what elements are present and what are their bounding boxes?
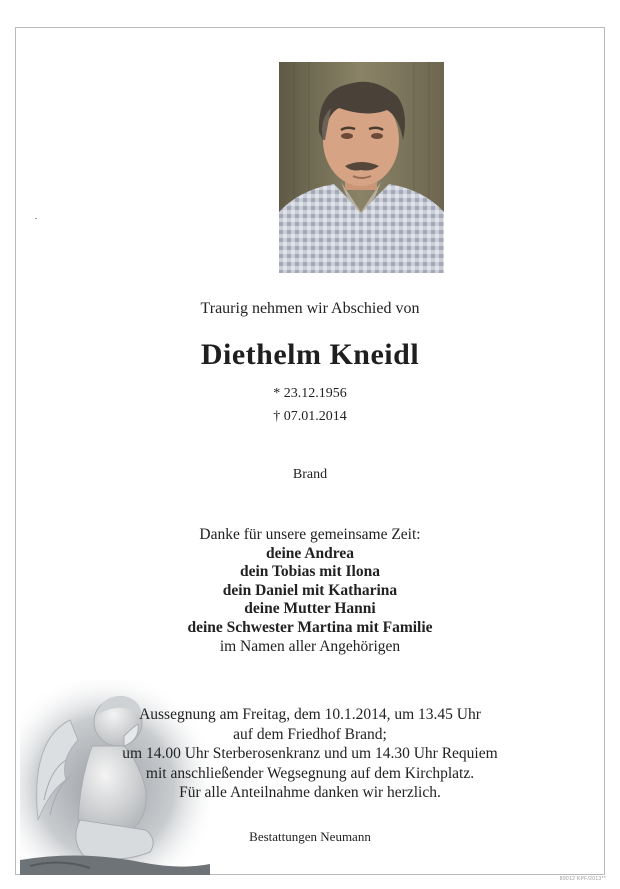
hometown: Brand <box>292 467 328 482</box>
service-line: Für alle Anteilnahme danken wir herzlich. <box>179 784 441 801</box>
family-member: dein Daniel mit Katharina <box>222 581 398 599</box>
thanks-heading: Danke für unsere gemeinsame Zeit: <box>199 526 421 543</box>
portrait-photo <box>279 62 444 273</box>
undertaker-name: Bestattungen Neumann <box>249 829 371 844</box>
service-line: auf dem Friedhof Brand; <box>233 725 387 743</box>
deceased-name: Diethelm Kneidl <box>200 338 420 371</box>
service-line: mit anschließender Wegsegnung auf dem Kirchplatz. <box>145 764 475 782</box>
footer-code: 89012 KPF/2013** <box>559 876 606 882</box>
service-details <box>0 705 620 803</box>
intro-line: Traurig nehmen wir Abschied von <box>200 300 420 317</box>
family-member: deine Schwester Martina mit Familie <box>187 618 433 636</box>
birth-date: * 23.12.1956 <box>273 386 347 401</box>
thanks-block <box>0 526 620 656</box>
family-member: deine Mutter Hanni <box>244 600 376 618</box>
thanks-closing: im Namen aller Angehörigen <box>219 637 401 655</box>
service-line: Aussegnung am Freitag, dem 10.1.2014, um 13.45 Uhr <box>139 706 481 723</box>
family-member: dein Tobias mit Ilona <box>240 563 380 581</box>
family-member: deine Andrea <box>266 544 354 562</box>
speck-mark <box>35 218 37 219</box>
death-date: † 07.01.2014 <box>273 409 347 424</box>
service-line: um 14.00 Uhr Sterberosenkranz und um 14.30 Uhr Requiem <box>122 745 498 762</box>
